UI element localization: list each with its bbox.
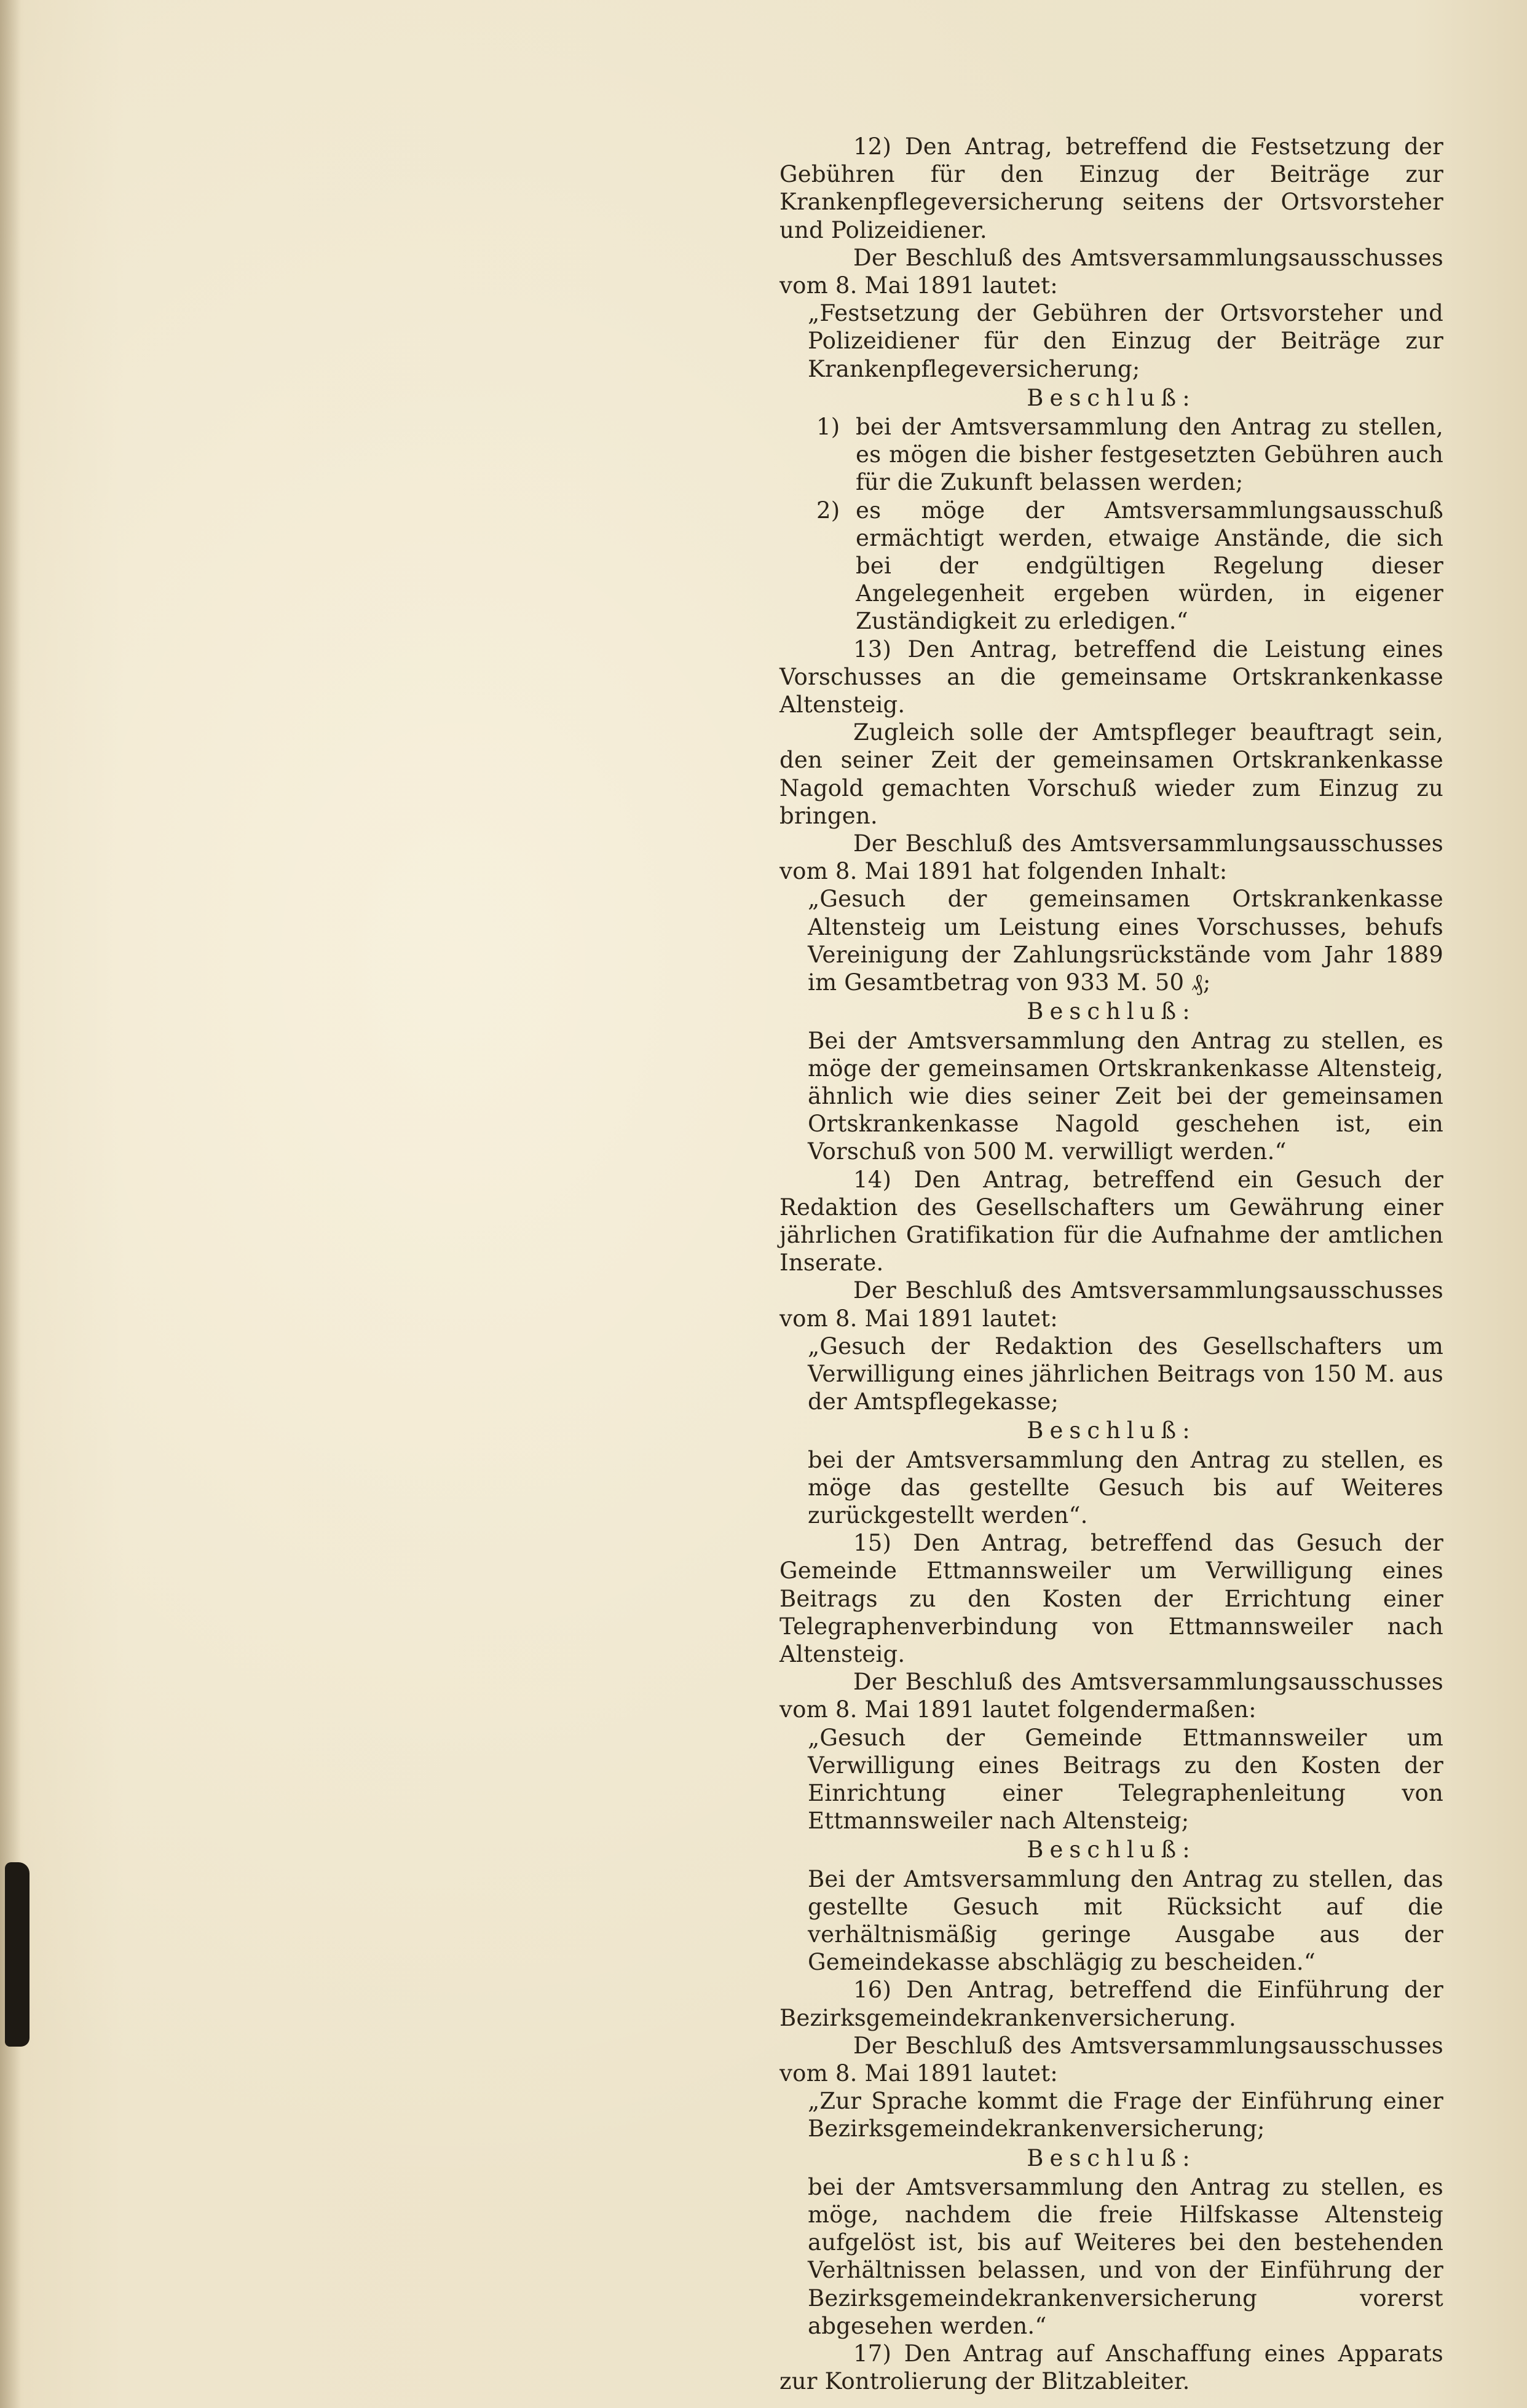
paragraph: 17) Den Antrag auf Anschaffung eines Apparats zur Kontrolierung der Blitzableiter. [779, 2340, 1443, 2395]
resolution-heading: Beschluß: [1027, 1836, 1196, 1863]
resolution-heading: Beschluß: [1027, 998, 1196, 1025]
quoted-paragraph: „Gesuch der Redaktion des Gesellschafters um Verwilligung eines jährlichen Beitrags von 150 M. aus der Amtspflegekasse; [808, 1332, 1443, 1415]
quoted-paragraph: bei der Amtsversammlung den Antrag zu stellen, es möge das gestellte Gesuch bis auf Weiteres zurückgestellt werden“. [808, 1446, 1443, 1529]
list-item-number: 1) [816, 414, 840, 441]
page-tear-mark [5, 1862, 30, 2047]
quoted-paragraph: Bei der Amtsversammlung den Antrag zu stellen, es möge der gemeinsamen Ortskrankenkasse Altensteig, ähnlich wie dies seiner Zeit bei der gemeinsamen Ortskrankenkasse Nagold geschehen ist, ein Vorschuß von 500 M. verwilligt werden.“ [808, 1027, 1443, 1165]
paragraph: 12) Den Antrag, betreffend die Festsetzung der Gebühren für den Einzug der Beiträge zur Krankenpflegeversicherung seitens der Ortsvorsteher und Polizeidiener. [779, 133, 1443, 243]
paragraph: 15) Den Antrag, betreffend das Gesuch der Gemeinde Ettmannsweiler um Verwilligung eines Beitrags zu den Kosten der Errichtung einer Telegraphenverbindung von Ettmannsweiler nach Altensteig. [779, 1530, 1443, 1667]
paragraph: 16) Den Antrag, betreffend die Einführung der Bezirksgemeindekrankenversicherung. [779, 1977, 1443, 2031]
quoted-paragraph: „Gesuch der Gemeinde Ettmannsweiler um Verwilligung eines Beitrags zu den Kosten der Einrichtung einer Telegraphenleitung von Ettmannsweiler nach Altensteig; [808, 1724, 1443, 1835]
list-item-text: bei der Amtsversammlung den Antrag zu stellen, es mögen die bisher festgesetzten Gebühren auch für die Zukunft belassen werden; [856, 414, 1443, 496]
resolution-heading: Beschluß: [1027, 384, 1196, 411]
list-item [779, 497, 1443, 635]
resolution-heading: Beschluß: [1027, 1417, 1196, 1444]
quoted-paragraph: „Festsetzung der Gebühren der Ortsvorsteher und Polizeidiener für den Einzug der Beiträge zur Krankenpflegeversicherung; [808, 300, 1443, 382]
text-column [779, 133, 1443, 2395]
paragraph: Der Beschluß des Amtsversammlungsausschusses vom 8. Mai 1891 hat folgenden Inhalt: [779, 830, 1443, 885]
resolution-heading: Beschluß: [1027, 2144, 1196, 2171]
paragraph: Der Beschluß des Amtsversammlungsausschusses vom 8. Mai 1891 lautet folgendermaßen: [779, 1669, 1443, 1723]
quoted-paragraph: Bei der Amtsversammlung den Antrag zu stellen, das gestellte Gesuch mit Rücksicht auf die verhältnismäßig geringe Ausgabe aus der Gemeindekasse abschlägig zu bescheiden.“ [808, 1865, 1443, 1976]
paragraph: Der Beschluß des Amtsversammlungsausschusses vom 8. Mai 1891 lautet: [779, 1277, 1443, 1332]
list-item-number: 2) [816, 497, 840, 524]
paragraph: Der Beschluß des Amtsversammlungsausschusses vom 8. Mai 1891 lautet: [779, 244, 1443, 299]
paragraph: Der Beschluß des Amtsversammlungsausschusses vom 8. Mai 1891 lautet: [779, 2032, 1443, 2087]
paragraph: 13) Den Antrag, betreffend die Leistung eines Vorschusses an die gemeinsame Ortskrankenkasse Altensteig. [779, 635, 1443, 718]
list-item [779, 413, 1443, 497]
quoted-paragraph: „Zur Sprache kommt die Frage der Einführung einer Bezirksgemeindekrankenversicherung; [808, 2088, 1443, 2142]
quoted-paragraph: „Gesuch der gemeinsamen Ortskrankenkasse Altensteig um Leistung eines Vorschusses, behufs Vereinigung der Zahlungsrückstände vom Jahr 1889 im Gesamtbetrag von 933 M. 50 ₰; [808, 886, 1443, 996]
paragraph: Zugleich solle der Amtspfleger beauftragt sein, den seiner Zeit der gemeinsamen Ortskrankenkasse Nagold gemachten Vorschuß wieder zum Einzug zu bringen. [779, 719, 1443, 829]
binding-edge-shadow [0, 0, 21, 2408]
list-item-text: es möge der Amtsversammlungsausschuß ermächtigt werden, etwaige Anstände, die sich bei der endgültigen Regelung dieser Angelegenheit ergeben würden, in eigener Zuständigkeit zu erledigen.“ [856, 497, 1443, 635]
paragraph: 14) Den Antrag, betreffend ein Gesuch der Redaktion des Gesellschafters um Gewährung einer jährlichen Gratifikation für die Aufnahme der amtlichen Inserate. [779, 1166, 1443, 1277]
quoted-paragraph: bei der Amtsversammlung den Antrag zu stellen, es möge, nachdem die freie Hilfskasse Altensteig aufgelöst ist, bis auf Weiteres bei den bestehenden Verhältnissen belassen, und von der Einführung der Bezirksgemeindekrankenversicherung vorerst abgesehen werden.“ [808, 2173, 1443, 2339]
